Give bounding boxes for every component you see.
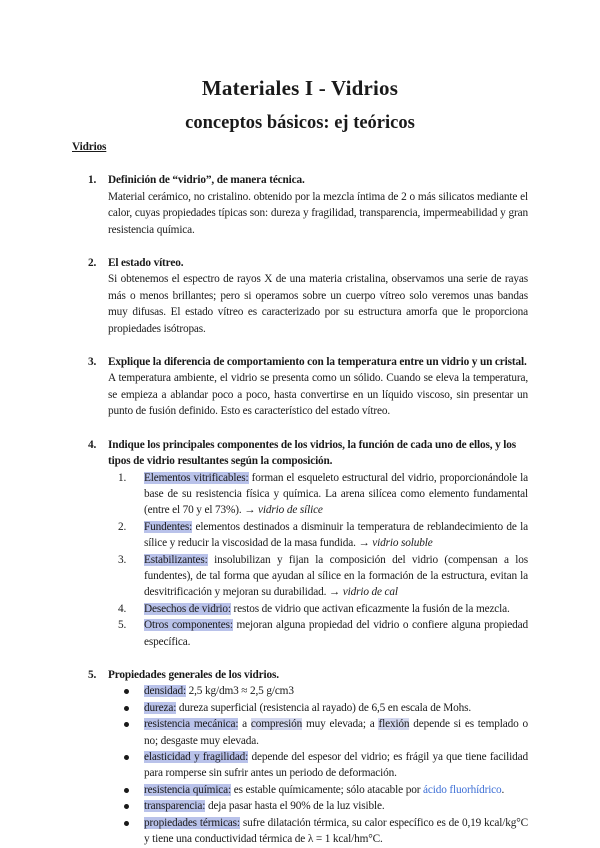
question-number: 5. xyxy=(88,668,97,681)
document-body xyxy=(72,139,528,847)
question-title: El estado vítreo. xyxy=(108,257,184,270)
property-text: 2,5 kg/dm3 ≈ 2,5 g/cm3 xyxy=(185,685,294,698)
item-number: 1. xyxy=(118,471,127,484)
bullet-icon xyxy=(124,689,129,694)
property-text: es estable químicamente; sólo atacable por xyxy=(231,783,423,796)
document-title: Materiales I - Vidrios xyxy=(201,76,399,100)
question-5 xyxy=(72,667,528,847)
property-text: muy elevada; a xyxy=(302,718,379,731)
question-title: Indique los principales componentes de los vidrios, la función de cada uno de ellos, y los tipos de vidrio resultantes según la composición. xyxy=(108,438,516,468)
question-3 xyxy=(72,354,528,420)
item-number: 3. xyxy=(118,553,127,566)
property-term: densidad: xyxy=(144,685,186,698)
component-text: elementos destinados a disminuir la temperatura de reblandecimiento de la sílice y reducir la viscosidad de la masa fundida. xyxy=(144,520,528,550)
document-subtitle: conceptos básicos: ej teóricos xyxy=(185,113,415,133)
property-term: resistencia química: xyxy=(144,783,232,796)
question-number: 1. xyxy=(88,174,97,187)
component-term: Estabilizantes: xyxy=(144,553,208,566)
question-2 xyxy=(72,255,528,337)
question-answer: A temperatura ambiente, el vidrio se presenta como un sólido. Cuando se eleva la temperatura, se empieza a ablandar poco a poco, hasta convertirse en un líquido viscoso, sin presentar un punto de fusión definido. Esto es característico del estado vítreo. xyxy=(108,372,528,418)
property-item xyxy=(108,749,528,782)
section-title: Vidrios xyxy=(72,141,107,153)
property-text: sufre dilatación térmica, su calor específico es de 0,19 kcal/kg°C y tiene una conductividad térmica de λ = 1 kcal/hm°C. xyxy=(144,816,528,846)
bullet-icon xyxy=(124,706,129,711)
property-text: . xyxy=(501,783,505,796)
component-item xyxy=(108,519,528,552)
property-text: deja pasar hasta el 90% de la luz visible. xyxy=(205,800,385,813)
component-item xyxy=(108,552,528,601)
item-number: 5. xyxy=(118,619,127,632)
component-item xyxy=(108,601,528,617)
component-term: Fundentes: xyxy=(144,520,193,533)
property-term: propiedades térmicas: xyxy=(144,816,240,829)
property-term: dureza: xyxy=(144,701,177,714)
question-title: Propiedades generales de los vidrios. xyxy=(108,668,279,681)
question-title: Explique la diferencia de comportamiento con la temperatura entre un vidrio y un cristal. xyxy=(108,356,527,369)
component-text: restos de vidrio que activan eficazmente la fusión de la mezcla. xyxy=(230,602,510,615)
component-item xyxy=(108,470,528,519)
item-number: 4. xyxy=(118,602,127,615)
component-text: mejoran alguna propiedad del vidrio o confiere alguna propiedad específica. xyxy=(144,619,528,648)
property-term: resistencia mecánica: xyxy=(144,718,239,731)
component-text: forman el esqueleto estructural del vidrio, proporcionándole la base de su resistencia física y química. La arena silícea como elemento fundamental (entre el 70 y el 73%). xyxy=(144,471,528,517)
property-item xyxy=(108,700,528,716)
item-number: 2. xyxy=(118,520,127,533)
question-number: 2. xyxy=(88,257,97,270)
question-1 xyxy=(72,172,528,238)
bullet-icon xyxy=(124,722,129,727)
property-text: depende del espesor del vidrio; es frágil ya que tiene facilidad para romperse sin sufrir antes un periodo de deformación. xyxy=(144,751,528,780)
property-item xyxy=(108,782,528,798)
property-text: dureza superficial (resistencia al rayado) de 6,5 en escala de Mohs. xyxy=(176,701,472,714)
component-text: insolubilizan y fijan la composición del vidrio (compensan a los fundentes), de tal forma que ayudan al sílice en la formación de la estructura, evitan la desvitrificación y mejoran su durabilidad. xyxy=(144,553,528,599)
question-answer: Si obtenemos el espectro de rayos X de una materia cristalina, observamos una serie de rayas más o menos brillantes; pero si operamos sobre un cuerpo vítreo solo veremos unas bandas muy difusas. El estado vítreo es caracterizado por su estructura amorfa que le proporciona propiedades isótropas. xyxy=(108,273,528,335)
property-term: elasticidad y fragilidad: xyxy=(144,751,249,763)
question-answer: Material cerámico, no cristalino. obtenido por la mezcla íntima de 2 o más silicatos mediante el calor, cuyas propiedades típicas son: dureza y fragilidad, transparencia, impermeabilidad y gran resistencia química. xyxy=(108,190,528,236)
component-term: Elementos vitrificables: xyxy=(144,471,249,484)
component-result: → vidrio soluble xyxy=(358,537,433,550)
bullet-icon xyxy=(124,804,129,809)
question-number: 4. xyxy=(88,438,97,451)
property-item xyxy=(108,798,528,814)
component-item xyxy=(108,617,528,650)
question-4 xyxy=(72,437,528,650)
property-item xyxy=(108,716,528,749)
highlighted-term: ácido fluorhídrico xyxy=(423,783,502,796)
component-result: → vidrio de sílice xyxy=(244,504,323,517)
component-term: Otros componentes: xyxy=(144,619,233,632)
question-number: 3. xyxy=(88,356,97,369)
bullet-icon xyxy=(124,788,129,793)
property-item xyxy=(108,683,528,699)
bullet-icon xyxy=(124,821,129,826)
property-subterm: compresión xyxy=(250,718,303,731)
property-text: depende si es templado o no; desgaste muy elevada. xyxy=(144,718,528,747)
component-result: → vidrio de cal xyxy=(328,586,398,599)
component-term: Desechos de vidrio: xyxy=(144,602,231,615)
property-term: transparencia: xyxy=(144,800,206,813)
bullet-icon xyxy=(124,755,129,760)
property-item xyxy=(108,815,528,848)
question-title: Definición de “vidrio”, de manera técnica. xyxy=(108,174,305,187)
property-text: a xyxy=(238,718,251,731)
property-subterm: flexión xyxy=(378,718,410,731)
